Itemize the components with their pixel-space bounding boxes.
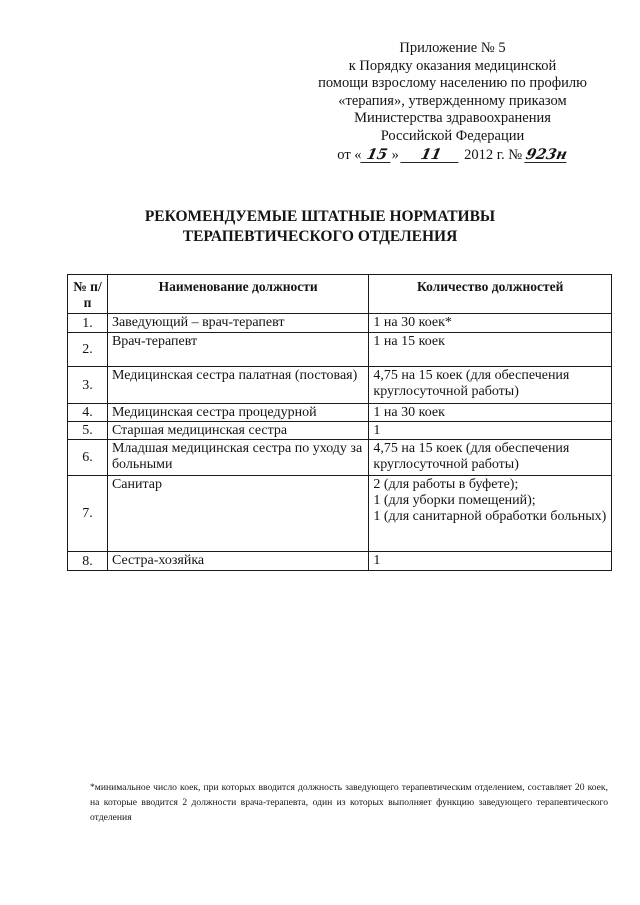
table-row <box>68 333 612 367</box>
document-title <box>0 207 640 247</box>
date-mid: » <box>391 147 399 163</box>
date-day: 15 <box>360 147 393 163</box>
row-num: 7. <box>68 476 108 552</box>
row-quantity: 1 на 30 коек* <box>369 314 612 333</box>
row-quantity: 4,75 на 15 коек (для обеспечения круглосуточной работы) <box>369 440 612 476</box>
row-position: Сестра-хозяйка <box>107 552 368 571</box>
table-row <box>68 422 612 440</box>
row-position: Медицинская сестра палатная (постовая) <box>107 367 368 404</box>
table-header-row <box>68 275 612 314</box>
annex-line-2: к Порядку оказания медицинской <box>348 57 557 74</box>
header-position: Наименование должности <box>107 275 368 314</box>
row-position: Старшая медицинская сестра <box>107 422 368 440</box>
row-num: 5. <box>68 422 108 440</box>
row-position: Медицинская сестра процедурной <box>107 404 368 422</box>
annex-date-line <box>300 147 605 165</box>
annex-line-6: Российской Федерации <box>380 127 525 144</box>
quantity-line: 2 (для работы в буфете); <box>373 477 519 492</box>
header-quantity: Количество должностей <box>369 275 612 314</box>
row-num: 8. <box>68 552 108 571</box>
table-row <box>68 440 612 476</box>
table-row <box>68 314 612 333</box>
date-year: 2012 г. № <box>464 147 523 163</box>
annex-line-5: Министерства здравоохранения <box>354 110 551 126</box>
row-quantity: 1 <box>369 552 612 571</box>
row-position: Младшая медицинская сестра по уходу за больными <box>107 440 368 476</box>
row-num: 2. <box>68 333 108 367</box>
document-number: 923н <box>524 146 569 163</box>
row-position: Врач-терапевт <box>107 333 368 367</box>
row-quantity: 1 <box>369 422 612 440</box>
table-row <box>68 367 612 404</box>
annex-block <box>300 40 605 165</box>
row-position: Заведующий – врач-терапевт <box>107 314 368 333</box>
row-num: 4. <box>68 404 108 422</box>
row-quantity: 1 на 15 коек <box>369 333 612 367</box>
row-num: 6. <box>68 440 108 476</box>
header-num: № п/п <box>68 275 108 314</box>
quantity-line: 1 (для уборки помещений); <box>373 493 536 508</box>
row-num: 3. <box>68 367 108 404</box>
table-row <box>68 404 612 422</box>
annex-line-4: «терапия», утвержденному приказом <box>338 92 567 109</box>
date-month: 11 <box>401 147 462 163</box>
date-prefix: от « <box>337 147 362 163</box>
annex-line-1: Приложение № 5 <box>399 40 506 56</box>
row-quantity: 4,75 на 15 коек (для обеспечения круглосуточной работы) <box>369 367 612 404</box>
title-line-2: ТЕРАПЕВТИЧЕСКОГО ОТДЕЛЕНИЯ <box>182 228 458 245</box>
table-row <box>68 552 612 571</box>
table-row <box>68 476 612 552</box>
annex-line-3: помощи взрослому населению по профилю <box>318 75 587 91</box>
row-position: Санитар <box>107 476 368 552</box>
row-quantity: 1 на 30 коек <box>369 404 612 422</box>
footnote: *минимальное число коек, при которых вводится должность заведующего терапевтическим отделением, составляет 20 коек, на которые вводится 2 должности врача-терапевта, один из которых выполняет функцию заведующего терапевтического отделения <box>90 782 608 823</box>
title-line-1: РЕКОМЕНДУЕМЫЕ ШТАТНЫЕ НОРМАТИВЫ <box>144 208 496 225</box>
staffing-table <box>67 274 612 571</box>
row-num: 1. <box>68 314 108 333</box>
row-quantity <box>369 476 612 552</box>
quantity-line: 1 (для санитарной обработки больных) <box>373 509 607 524</box>
